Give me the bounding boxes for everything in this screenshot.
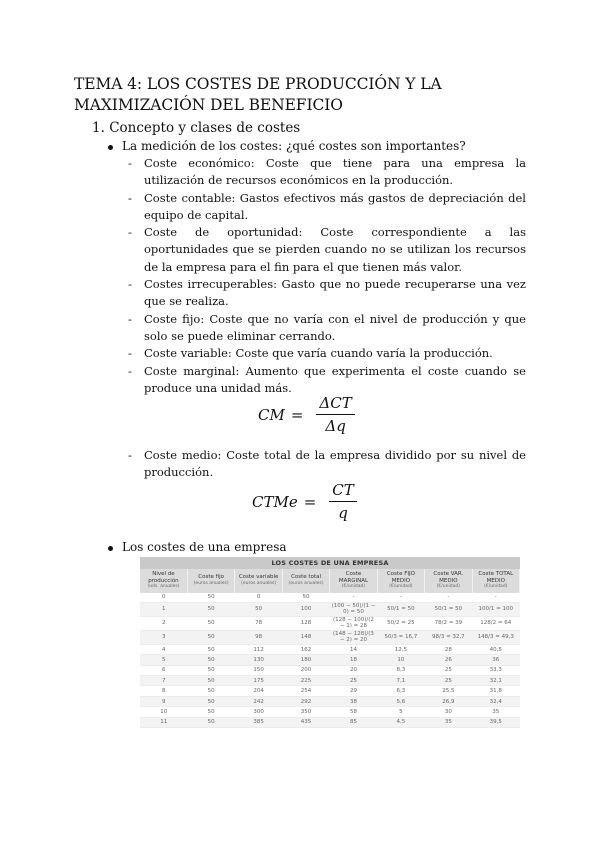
table-cell: 9 <box>140 696 187 706</box>
cost-definitions-list-2 <box>128 447 526 482</box>
table-cell: 8 <box>140 686 187 696</box>
formula-numerator: CT <box>329 481 356 502</box>
bullet-text: Los costes de una empresa <box>122 540 287 554</box>
table-cell: 10 <box>377 655 424 665</box>
table-cell: 128 <box>282 616 329 630</box>
cost-definitions-list <box>128 155 526 397</box>
table-cell: 6 <box>140 665 187 675</box>
formula-fraction <box>329 481 356 522</box>
table-row <box>140 644 520 654</box>
table-cell: 0 <box>140 593 187 603</box>
table-cell: 50 <box>282 593 329 603</box>
section-number: 1. <box>92 120 105 136</box>
table-row <box>140 602 520 616</box>
bullet-dot-icon <box>108 546 113 551</box>
section-label: Concepto y clases de costes <box>109 120 301 136</box>
table-cell: 28 <box>425 644 472 654</box>
formula-coste-medio <box>252 481 357 522</box>
table-cell: 36 <box>472 655 519 665</box>
table-cell: 11 <box>140 717 187 727</box>
list-item: - Coste marginal: Aumento que experimenta el coste cuando se produce una unidad más. <box>128 363 526 395</box>
table-row <box>140 707 520 717</box>
table-cell: 3 <box>140 630 187 644</box>
table-cell: 38 <box>330 696 377 706</box>
formula-fraction <box>316 394 354 435</box>
table-cell: 25,5 <box>425 686 472 696</box>
table-header-cell: Nivel de producción (uds. anuales) <box>140 569 187 593</box>
table-cell: - <box>472 593 519 603</box>
table-cell: 7,1 <box>377 676 424 686</box>
formula-coste-marginal <box>258 394 355 435</box>
table-cell: 25 <box>425 665 472 675</box>
table-row <box>140 676 520 686</box>
table-cell: (148 − 128)/(3 − 2) = 20 <box>330 630 377 644</box>
table-cell: 254 <box>282 686 329 696</box>
table-cell: 150 <box>235 665 282 675</box>
table-cell: 50 <box>235 602 282 616</box>
formula-numerator: ΔCT <box>316 394 354 415</box>
table-cell: 435 <box>282 717 329 727</box>
table-cell: 50/1 = 50 <box>377 602 424 616</box>
list-item: - Coste medio: Coste total de la empresa dividido por su nivel de producción. <box>128 448 526 480</box>
table-row <box>140 630 520 644</box>
table-cell: 25 <box>425 676 472 686</box>
title-line-2: MAXIMIZACIÓN DEL BENEFICIO <box>74 96 343 114</box>
table-cell: 14 <box>330 644 377 654</box>
table-cell: 130 <box>235 655 282 665</box>
table-cell: 300 <box>235 707 282 717</box>
table-cell: 50 <box>187 717 234 727</box>
table-cell: 5 <box>140 655 187 665</box>
table-cell: 26,9 <box>425 696 472 706</box>
table-cell: 50 <box>187 686 234 696</box>
table-cell: 98/3 = 32,7 <box>425 630 472 644</box>
table-cell: 25 <box>330 676 377 686</box>
costs-table <box>140 557 520 728</box>
table-row <box>140 593 520 603</box>
table-cell: 4,5 <box>377 717 424 727</box>
table-cell: 26 <box>425 655 472 665</box>
table-cell: 100/1 = 100 <box>472 602 519 616</box>
table-cell: 100 <box>282 602 329 616</box>
table-cell: - <box>425 593 472 603</box>
table-cell: 225 <box>282 676 329 686</box>
table-cell: - <box>377 593 424 603</box>
table-cell: 2 <box>140 616 187 630</box>
table-header-cell: Coste total (euros anuales) <box>282 569 329 593</box>
table-cell: - <box>330 593 377 603</box>
table-cell: 175 <box>235 676 282 686</box>
table-caption: LOS COSTES DE UNA EMPRESA <box>140 557 520 569</box>
table-cell: 4 <box>140 644 187 654</box>
section-heading <box>92 120 300 136</box>
table-header-cell: Coste MARGINAL (€/unidad) <box>330 569 377 593</box>
table-cell: 29 <box>330 686 377 696</box>
table-cell: 78/2 = 39 <box>425 616 472 630</box>
table-cell: 12,5 <box>377 644 424 654</box>
table-cell: 50 <box>187 707 234 717</box>
table-header-cell: Coste variable (euros anuales) <box>235 569 282 593</box>
list-item: - Coste contable: Gastos efectivos más gastos de depreciación del equipo de capital. <box>128 190 526 222</box>
table-cell: 50 <box>187 665 234 675</box>
formula-equals: = <box>290 405 304 424</box>
table-cell: 200 <box>282 665 329 675</box>
table-cell: 50 <box>187 616 234 630</box>
table-cell: 50 <box>187 644 234 654</box>
table-cell: 242 <box>235 696 282 706</box>
formula-denominator: Δq <box>325 417 346 435</box>
table-cell: 148/3 = 49,3 <box>472 630 519 644</box>
list-item: - Costes irrecuperables: Gasto que no puede recuperarse una vez que se realiza. <box>128 277 526 309</box>
table-cell: 0 <box>235 593 282 603</box>
table-cell: (128 − 100)/(2 − 1) = 28 <box>330 616 377 630</box>
table-cell: 7 <box>140 676 187 686</box>
table-cell: 6,3 <box>377 686 424 696</box>
table-cell: 162 <box>282 644 329 654</box>
table-cell: 50 <box>187 676 234 686</box>
formula-lhs: CTMe <box>252 492 298 511</box>
table-cell: 50/2 = 25 <box>377 616 424 630</box>
table-header-cell: Coste TOTAL MEDIO (€/unidad) <box>472 569 519 593</box>
table-cell: 85 <box>330 717 377 727</box>
formula-lhs: CM <box>258 405 285 424</box>
table-row <box>140 616 520 630</box>
table-cell: (100 − 50)/(1 − 0) = 50 <box>331 603 376 616</box>
table-row <box>140 717 520 727</box>
table-cell: 10 <box>140 707 187 717</box>
table-cell: 112 <box>235 644 282 654</box>
list-item: - Coste económico: Coste que tiene para una empresa la utilización de recursos económicos en la producción. <box>128 156 526 188</box>
table-header-cell: Coste FIJO MEDIO (€/unidad) <box>377 569 424 593</box>
table-cell: 31,8 <box>472 686 519 696</box>
table-cell: 50 <box>187 602 234 616</box>
table-cell: 50 <box>187 593 234 603</box>
table-row <box>140 686 520 696</box>
formula-equals: = <box>303 492 317 511</box>
table-cell: 32,1 <box>472 676 519 686</box>
costs-table-image <box>140 557 520 726</box>
table-cell: 50/3 = 16,7 <box>377 630 424 644</box>
table-cell: 30 <box>425 707 472 717</box>
bullet-text: La medición de los costes: ¿qué costes son importantes? <box>122 139 466 153</box>
formula-denominator: q <box>338 504 348 522</box>
table-header-cell: Coste VAR. MEDIO (€/unidad) <box>425 569 472 593</box>
table-cell: 128/2 = 64 <box>472 616 519 630</box>
list-item: - Coste de oportunidad: Coste correspondiente a las oportunidades que se pierden cuando no se utilizan los recursos de la empresa para el fin para el que tienen más valor. <box>128 225 526 274</box>
table-row <box>140 696 520 706</box>
table-cell: 35 <box>425 717 472 727</box>
table-cell: 78 <box>235 616 282 630</box>
table-cell: 50/1 = 50 <box>425 602 472 616</box>
table-cell: 385 <box>235 717 282 727</box>
table-cell: 292 <box>282 696 329 706</box>
list-item: - Coste variable: Coste que varía cuando varía la producción. <box>128 346 493 361</box>
table-cell: 50 <box>187 630 234 644</box>
table-row <box>140 665 520 675</box>
table-row <box>140 655 520 665</box>
page-title <box>74 74 534 116</box>
table-cell: 40,5 <box>472 644 519 654</box>
table-cell: 98 <box>235 630 282 644</box>
list-item: - Coste fijo: Coste que no varía con el nivel de producción y que solo se puede eliminar cerrando. <box>128 311 526 343</box>
bullet-dot-icon <box>108 145 113 150</box>
table-cell: 350 <box>282 707 329 717</box>
table-cell: 50 <box>187 655 234 665</box>
table-cell: 5,6 <box>377 696 424 706</box>
table-cell: 1 <box>140 602 187 616</box>
title-line-1: TEMA 4: LOS COSTES DE PRODUCCIÓN Y LA <box>74 75 442 93</box>
table-cell: 180 <box>282 655 329 665</box>
table-cell: 39,5 <box>472 717 519 727</box>
table-cell: 33,3 <box>472 665 519 675</box>
table-cell: 58 <box>330 707 377 717</box>
table-cell: 5 <box>377 707 424 717</box>
table-cell: 8,3 <box>377 665 424 675</box>
table-cell: 35 <box>472 707 519 717</box>
table-cell: 50 <box>187 696 234 706</box>
table-cell: 148 <box>282 630 329 644</box>
table-header-cell: Coste fijo (euros anuales) <box>187 569 234 593</box>
table-cell: 20 <box>330 665 377 675</box>
table-cell: 204 <box>235 686 282 696</box>
table-cell: 32,4 <box>472 696 519 706</box>
table-cell: 18 <box>330 655 377 665</box>
